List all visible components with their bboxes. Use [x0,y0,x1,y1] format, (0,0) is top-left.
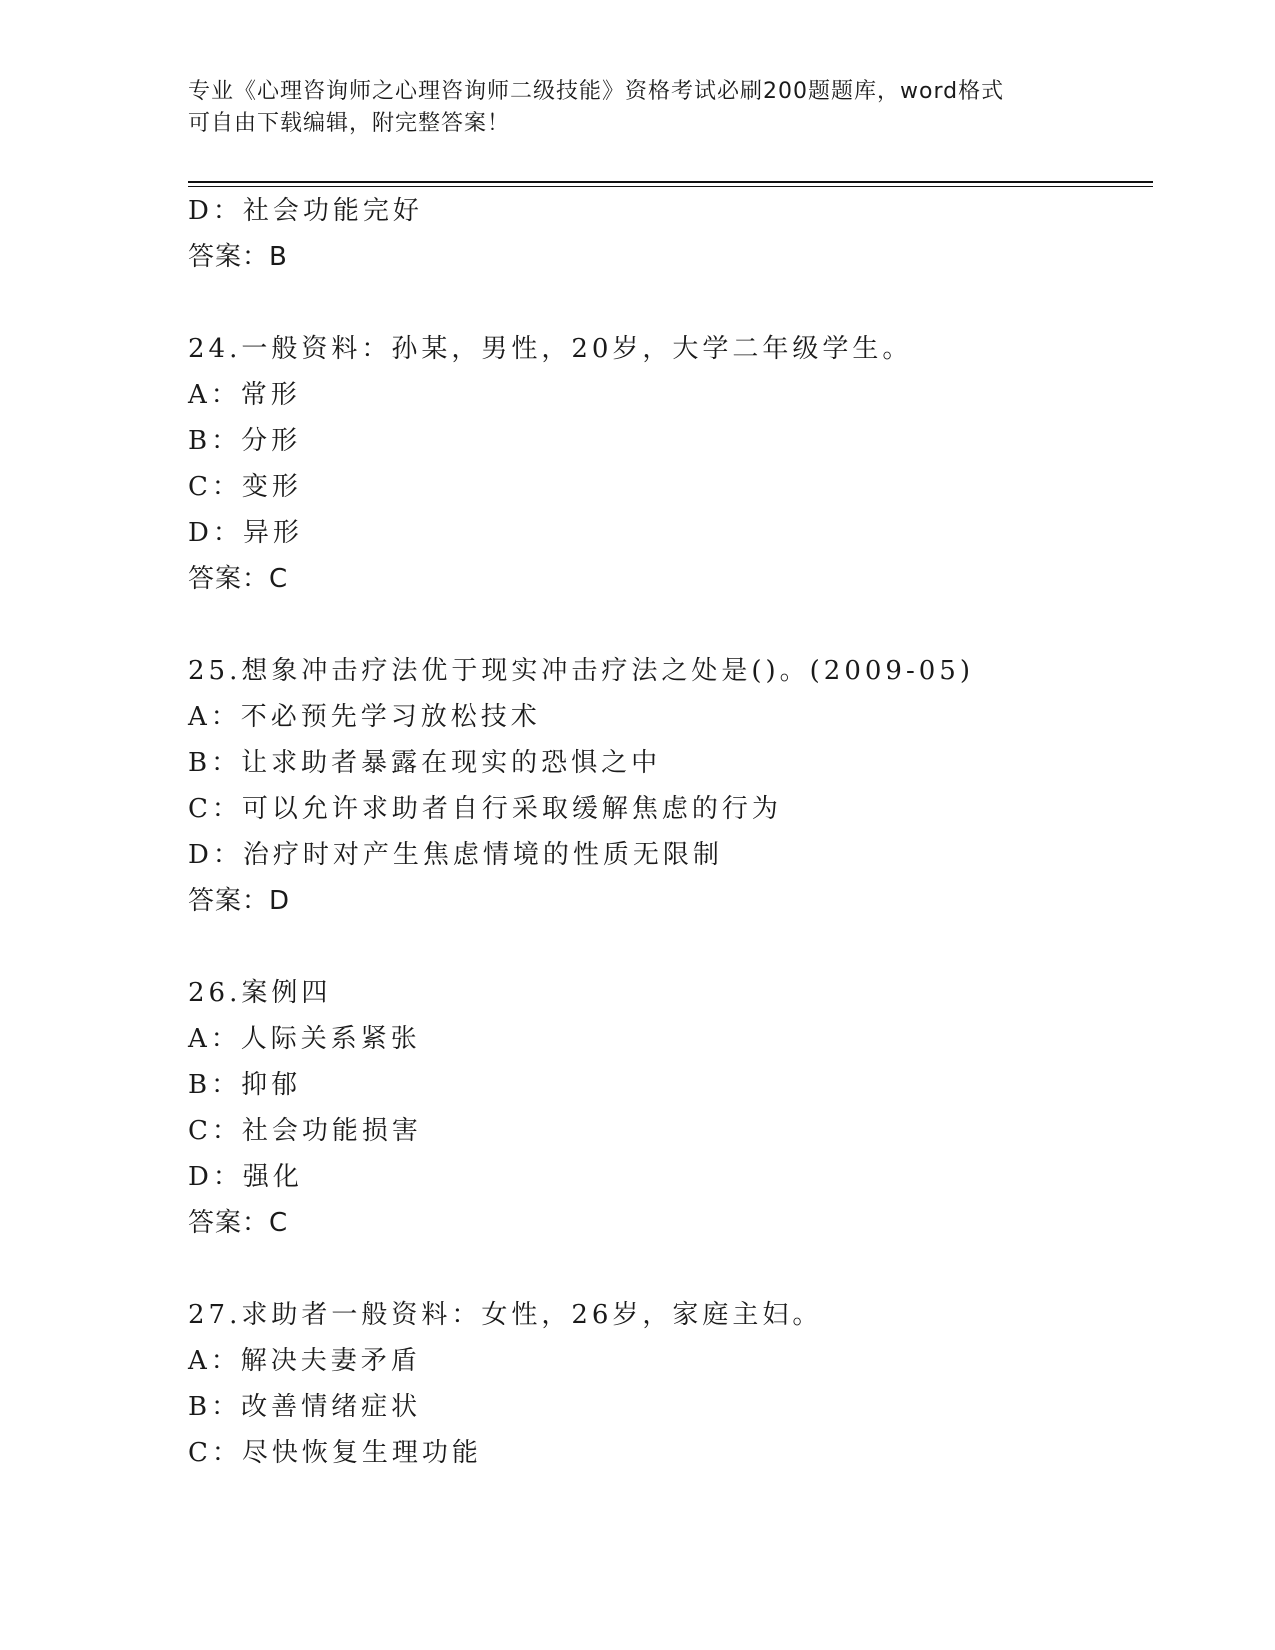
question-26 [188,970,1153,1246]
spacer [188,1246,1153,1292]
question-27 [188,1292,1153,1476]
question-25 [188,648,1153,924]
question-stem: 26.案例四 [188,978,332,1008]
question-list [188,188,1153,1476]
spacer [188,924,1153,970]
header-line-2: 可自由下载编辑，附完整答案！ [188,111,511,136]
option-c: C：尽快恢复生理功能 [188,1438,482,1468]
option-c: C：可以允许求助者自行采取缓解焦虑的行为 [188,794,782,824]
option-d: D：异形 [188,518,303,548]
document-header [188,76,1068,140]
answer-line: 答案：B [188,242,288,272]
option-a: A：不必预先学习放松技术 [188,702,541,732]
answer-line: 答案：C [188,564,289,594]
question-stem: 24.一般资料：孙某，男性，20岁，大学二年级学生。 [188,334,913,364]
option-d: D：强化 [188,1162,303,1192]
option-a: A：常形 [188,380,301,410]
option-b: B：让求助者暴露在现实的恐惧之中 [188,748,662,778]
option-d: D：治疗时对产生焦虑情境的性质无限制 [188,840,723,870]
question-stem: 27.求助者一般资料：女性，26岁，家庭主妇。 [188,1300,823,1330]
option-b: B：改善情绪症状 [188,1392,422,1422]
option-a: A：人际关系紧张 [188,1024,421,1054]
question-24 [188,326,1153,602]
answer-line: 答案：D [188,886,291,916]
header-line-1: 专业《心理咨询师之心理咨询师二级技能》资格考试必刷200题题库，word格式 [188,79,1005,104]
spacer [188,602,1153,648]
option-a: A：解决夫妻矛盾 [188,1346,421,1376]
question-stem: 25.想象冲击疗法优于现实冲击疗法之处是()。(2009-05) [188,656,974,686]
option-b: B：分形 [188,426,302,456]
option-c: C：社会功能损害 [188,1116,422,1146]
header-divider-thick [188,181,1153,183]
header-divider-thin [188,186,1153,187]
option-d: D：社会功能完好 [188,196,423,226]
spacer [188,280,1153,326]
option-b: B：抑郁 [188,1070,302,1100]
option-c: C：变形 [188,472,302,502]
answer-line: 答案：C [188,1208,289,1238]
